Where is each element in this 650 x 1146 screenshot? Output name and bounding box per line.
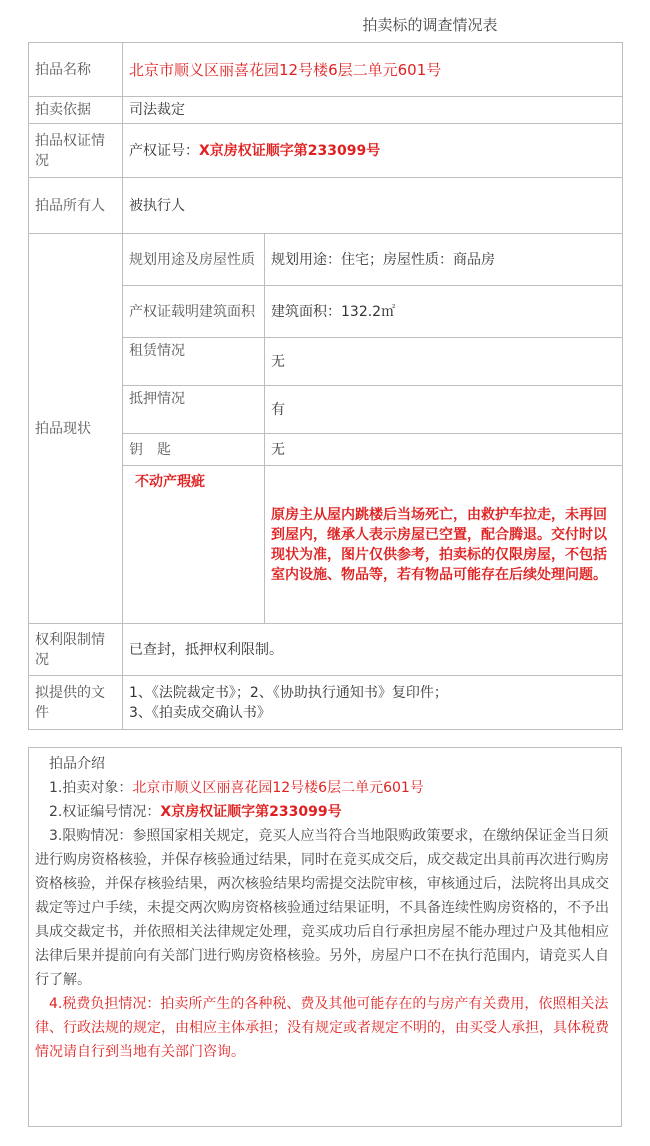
status-item-value: 建筑面积：132.2㎡ xyxy=(265,286,623,338)
status-item-value: 有 xyxy=(265,386,623,434)
name-value: 北京市顺义区丽喜花园12号楼6层二单元601号 xyxy=(123,43,623,97)
page-title: 拍卖标的调查情况表 xyxy=(362,16,498,34)
limit-label: 权利限制情况 xyxy=(29,624,123,676)
intro-item-3: 3.限购情况：参照国家相关规定，竞买人应当符合当地限购政策要求，在缴纳保证金当日须进行购房资格核验，并保存核验通过结果，同时在竞买成交后，成交裁定出具前再次进行购房资格核验，并保存核验结果，两次核验结果均需提交法院审核，审核通过后，法院将出具成交裁定等过户手续，未提交两次购房资格核验通过结果证明，不具备连续性购房资格的，不予出具成交裁定书，并依照相关法律规定处理，竞买成功后自行承担房屋不能办理过户及其他相应法律后果并提前向有关部门进行购房资格核验。另外，房屋户口不在执行范围内，请竞买人自行了解。 xyxy=(35,828,609,988)
docs-line: 1、《法院裁定书》；2、《协助执行通知书》复印件； xyxy=(129,684,448,701)
cert-label: 拍品权证情况 xyxy=(29,124,123,178)
table-row xyxy=(29,624,623,676)
cert-cell xyxy=(123,124,623,178)
status-item-label: 钥 匙 xyxy=(123,434,265,466)
status-item-value: 无 xyxy=(265,434,623,466)
owner-label: 拍品所有人 xyxy=(29,178,123,234)
cert-value: X京房权证顺字第233099号 xyxy=(199,142,381,159)
intro-item-1-value: 北京市顺义区丽喜花园12号楼6层二单元601号 xyxy=(132,780,424,796)
intro-item-2 xyxy=(35,800,615,824)
defect-label: 不动产瑕疵 xyxy=(123,466,265,624)
status-item-label: 租赁情况 xyxy=(123,338,265,386)
defect-value: 原房主从屋内跳楼后当场死亡，由救护车拉走，未再回到屋内，继承人表示房屋已空置，配合腾退。交付时以现状为准，图片仅供参考，拍卖标的仅限房屋，不包括室内设施、物品等，若有物品可能存在后续处理问题。 xyxy=(265,466,623,624)
intro-item-2-value: X京房权证顺字第233099号 xyxy=(160,804,342,820)
docs-line: 3、《拍卖成交确认书》 xyxy=(129,704,271,721)
table-row xyxy=(29,97,623,124)
table-row xyxy=(29,234,623,286)
table-row xyxy=(29,676,623,730)
cert-prefix: 产权证号： xyxy=(129,142,199,159)
table-row xyxy=(29,124,623,178)
name-label: 拍品名称 xyxy=(29,43,123,97)
basis-label: 拍卖依据 xyxy=(29,97,123,124)
status-item-label: 抵押情况 xyxy=(123,386,265,434)
status-item-label: 规划用途及房屋性质 xyxy=(123,234,265,286)
docs-label: 拟提供的文件 xyxy=(29,676,123,730)
table-row xyxy=(29,178,623,234)
intro-heading: 拍品介绍 xyxy=(49,756,105,772)
status-item-label: 产权证载明建筑面积 xyxy=(123,286,265,338)
intro-item-4: 4.税费负担情况：拍卖所产生的各种税、费及其他可能存在的与房产有关费用，依照相关法律、行政法规的规定，由相应主体承担；没有规定或者规定不明的，由买受人承担，具体税费情况请自行到当地有关部门咨询。 xyxy=(35,996,609,1060)
intro-item-2-prefix: 2.权证编号情况： xyxy=(49,804,161,820)
survey-table xyxy=(28,42,623,730)
status-item-value: 无 xyxy=(265,338,623,386)
table-row xyxy=(29,43,623,97)
status-item-value: 规划用途：住宅；房屋性质：商品房 xyxy=(265,234,623,286)
docs-cell xyxy=(123,676,623,730)
basis-value: 司法裁定 xyxy=(123,97,623,124)
limit-value: 已查封，抵押权利限制。 xyxy=(123,624,623,676)
owner-value: 被执行人 xyxy=(123,178,623,234)
status-label: 拍品现状 xyxy=(29,234,123,624)
intro-item-1 xyxy=(35,776,615,800)
intro-item-1-prefix: 1.拍卖对象： xyxy=(49,780,133,796)
intro-section xyxy=(28,747,622,1127)
